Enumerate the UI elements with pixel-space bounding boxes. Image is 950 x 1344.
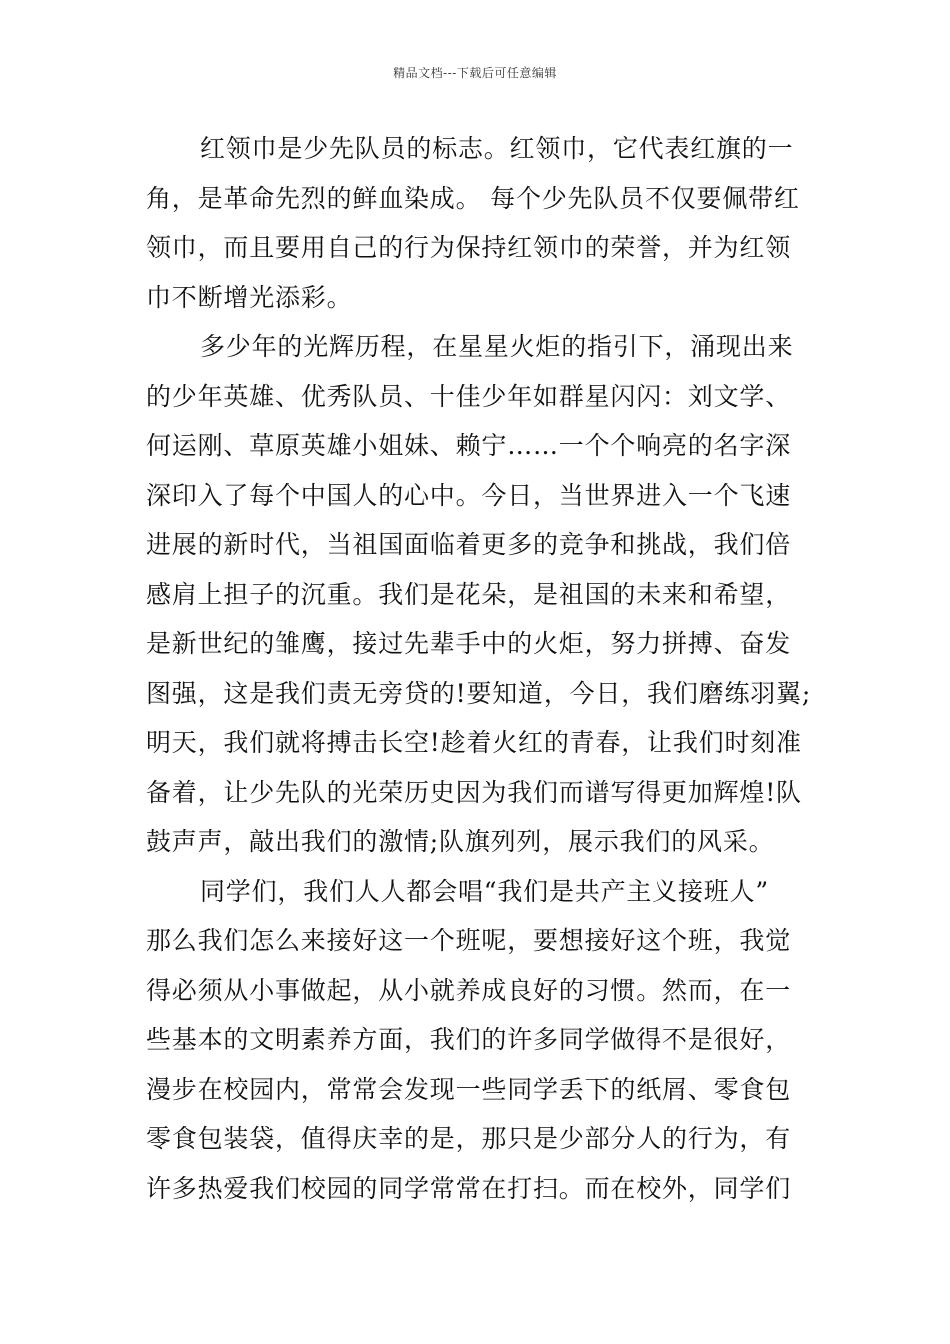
page-header: 精品文档---下载后可任意编辑 [393,66,557,80]
text-line: 图强，这是我们责无旁贷的!要知道，今日，我们磨练羽翼; [146,678,812,708]
text-line: 进展的新时代，当祖国面临着更多的竞争和挑战，我们倍 [146,530,792,559]
paragraph-1 [146,124,808,322]
text-line: 得必须从小事做起，从小就养成良好的习惯。然而，在一 [146,975,792,1005]
text-line: 许多热爱我们校园的同学常常在打扫。而在校外，同学们 [146,1173,792,1203]
text-line: 的少年英雄、优秀队员、十佳少年如群星闪闪：刘文学、 [146,381,792,411]
document-body [146,124,812,1213]
text-line: 零食包装袋，值得庆幸的是，那只是少部分人的行为，有 [146,1124,792,1153]
text-line: 明天，我们就将搏击长空!趁着火红的青春，让我们时刻准 [146,728,802,757]
text-line: 何运刚、草原英雄小姐妹、赖宁……一个个响亮的名字深 [146,431,792,460]
paragraph-2 [146,322,812,867]
paragraph-3 [146,867,808,1214]
text-line: 领巾，而且要用自己的行为保持红领巾的荣誉，并为红领 [146,233,792,262]
text-line: 备着，让少先队的光荣历史因为我们而谱写得更加辉煌!队 [146,777,802,807]
text-line: 多少年的光辉历程，在星星火炬的指引下，涌现出来 [200,332,794,361]
text-line: 深印入了每个中国人的心中。今日，当世界进入一个飞速 [146,480,792,510]
text-line: 感肩上担子的沉重。我们是花朵，是祖国的未来和希望， [146,579,792,609]
text-line: 鼓声声，敲出我们的激情;队旗列列，展示我们的风采。 [146,827,775,856]
text-line: 巾不断增光添彩。 [146,282,353,312]
text-line: 角，是革命先烈的鲜血染成。 每个少先队员不仅要佩带红 [146,183,800,213]
text-line: 些基本的文明素养方面，我们的许多同学做得不是很好， [146,1025,792,1054]
text-line: 是新世纪的雏鹰，接过先辈手中的火炬，努力拼搏、奋发 [146,629,792,658]
text-line: 漫步在校园内，常常会发现一些同学丢下的纸屑、零食包 [146,1074,792,1104]
text-line: 那么我们怎么来接好这一个班呢，要想接好这个班，我觉 [146,926,792,955]
text-line: 红领巾是少先队员的标志。红领巾，它代表红旗的一 [200,134,794,163]
text-line: 同学们，我们人人都会唱“我们是共产主义接班人” [200,876,769,906]
